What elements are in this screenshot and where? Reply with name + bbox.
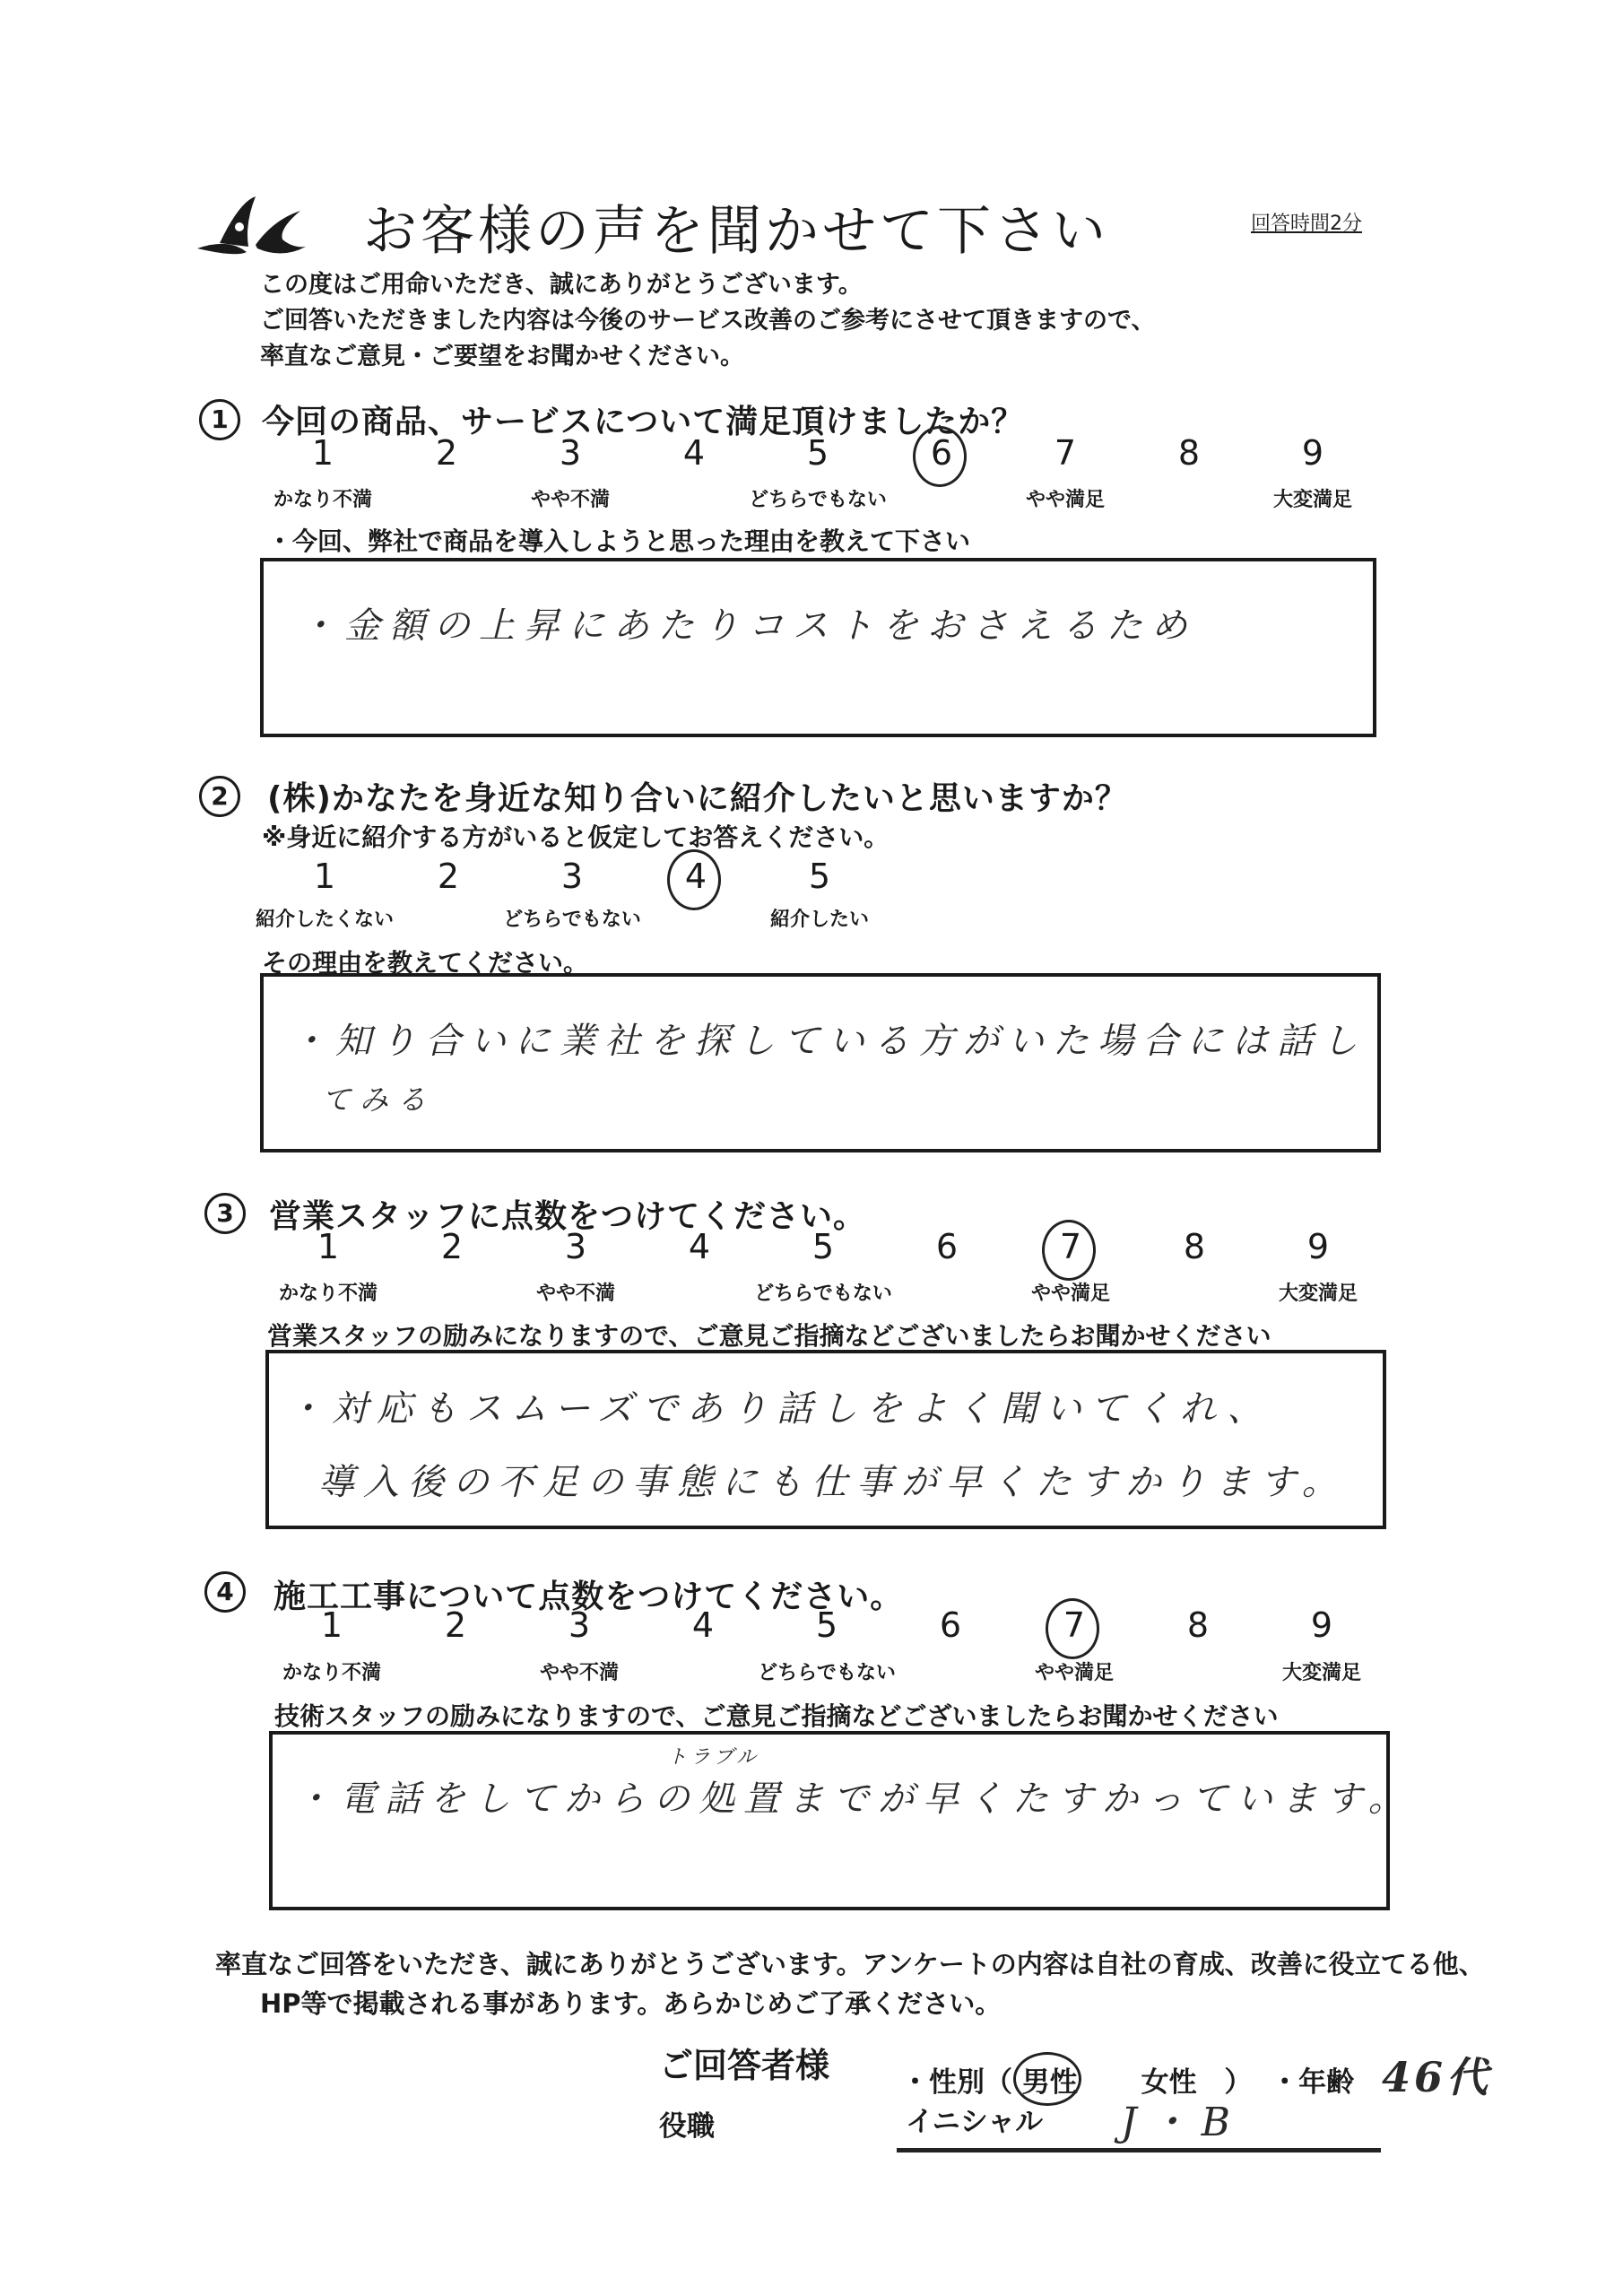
question-number: 1 xyxy=(199,399,240,440)
scale-option[interactable]: 5 xyxy=(808,857,831,896)
scale-label: 紹介したくない xyxy=(255,909,395,931)
question-1-text: 今回の商品、サービスについて満足頂けましたか？ xyxy=(262,404,1025,440)
scale-option[interactable]: 5 xyxy=(815,1605,838,1645)
scale-option[interactable]: 6 xyxy=(935,1227,959,1266)
scale-option-selected[interactable]: 6 xyxy=(915,433,968,473)
scale-label: やや満足 xyxy=(1034,1662,1115,1684)
footer-line: 率直なご回答をいただき、誠にありがとうございます。アンケートの内容は自社の育成、改善に役立てる他、 xyxy=(215,1949,1485,1979)
scale-option[interactable]: 5 xyxy=(806,433,829,473)
scale-label: やや不満 xyxy=(539,1662,620,1684)
scale-label: 大変満足 xyxy=(1278,1283,1358,1305)
scale-option[interactable]: 4 xyxy=(691,1605,715,1645)
age-label: ・年齢 xyxy=(1271,2066,1355,2099)
intro-line: ご回答いただきました内容は今後のサービス改善のご参考にさせて頂きますので、 xyxy=(260,307,1156,335)
scale-label: やや不満 xyxy=(530,489,611,511)
scale-option[interactable]: 9 xyxy=(1301,433,1324,473)
scale-option[interactable]: 2 xyxy=(435,433,458,473)
scale-label: 紹介したい xyxy=(769,909,870,931)
scale-label: かなり不満 xyxy=(278,1283,378,1305)
gender-option-male-selected[interactable]: 男性 xyxy=(1022,2059,1078,2100)
handwritten-answer: ・対応もスムーズであり話しをよく聞いてくれ、 xyxy=(287,1388,1272,1430)
scale-option-selected[interactable]: 7 xyxy=(1044,1227,1098,1266)
scale-option[interactable]: 1 xyxy=(317,1227,340,1266)
page-title: お客様の声を聞かせて下さい xyxy=(363,200,1109,263)
scale-label: やや満足 xyxy=(1030,1283,1111,1305)
intro-line: この度はご用命いただき、誠にありがとうございます。 xyxy=(260,271,863,299)
respondent-heading: ご回答者様 xyxy=(659,2046,830,2085)
intro-line: 率直なご意見・ご要望をお聞かせください。 xyxy=(260,343,744,370)
scale-option[interactable]: 4 xyxy=(688,1227,711,1266)
gender-close: ） xyxy=(1224,2066,1253,2099)
scale-option[interactable]: 7 xyxy=(1054,433,1077,473)
scale-option-selected[interactable]: 7 xyxy=(1047,1605,1101,1645)
age-value[interactable]: 46代 xyxy=(1381,2053,1491,2101)
scale-option[interactable]: 8 xyxy=(1177,433,1201,473)
handwritten-answer: 導入後の不足の事態にも仕事が早くたすかります。 xyxy=(318,1462,1347,1503)
initial-label: イニシャル xyxy=(906,2106,1044,2138)
question-4-text: 施工工事について点数をつけてください。 xyxy=(273,1578,904,1615)
scale-option[interactable]: 9 xyxy=(1306,1227,1330,1266)
selection-circle xyxy=(913,426,967,487)
scale-option-selected[interactable]: 4 xyxy=(669,857,723,896)
handwritten-answer: ・電話をしてからの処置までが早くたすかっています。 xyxy=(295,1779,1413,1820)
question-note: ※身近に紹介する方がいると仮定してお答えください。 xyxy=(262,822,890,852)
handwritten-answer: ・知り合いに業社を探している方がいた場合には話し xyxy=(291,1021,1367,1062)
question-2-text: (株)かなたを身近な知り合いに紹介したいと思いますか？ xyxy=(267,780,1128,817)
question-number: 2 xyxy=(199,776,240,817)
scale-label: 大変満足 xyxy=(1272,489,1353,511)
question-number: 4 xyxy=(204,1571,246,1613)
gender-label: ・性別（ xyxy=(901,2066,1012,2099)
company-logo xyxy=(193,193,309,265)
scale-option[interactable]: 3 xyxy=(560,857,584,896)
scale-option[interactable]: 3 xyxy=(564,1227,587,1266)
scale-label: どちらでもない xyxy=(749,489,887,511)
scale-option[interactable]: 1 xyxy=(320,1605,343,1645)
scale-option[interactable]: 3 xyxy=(568,1605,591,1645)
selection-circle xyxy=(1042,1220,1096,1281)
handwritten-answer: てみる xyxy=(322,1083,436,1117)
scale-option[interactable]: 1 xyxy=(313,857,336,896)
question-number: 3 xyxy=(204,1193,246,1234)
scale-option[interactable]: 5 xyxy=(812,1227,835,1266)
selection-circle xyxy=(1013,2052,1081,2106)
scale-option[interactable]: 1 xyxy=(311,433,334,473)
footer-note xyxy=(215,1944,1485,2023)
question-3-text: 営業スタッフに点数をつけてください。 xyxy=(269,1198,867,1235)
handwritten-answer: ・金額の上昇にあたりコストをおさえるため xyxy=(299,605,1196,647)
selection-circle xyxy=(1046,1598,1099,1659)
comment-prompt: 営業スタッフの励みになりますので、ご意見ご指摘などございましたらお聞かせください xyxy=(267,1321,1271,1351)
scale-option[interactable]: 2 xyxy=(444,1605,467,1645)
scale-option[interactable]: 9 xyxy=(1310,1605,1333,1645)
scale-label: やや不満 xyxy=(535,1283,616,1305)
scale-label: どちらでもない xyxy=(503,909,641,931)
gender-option-female[interactable]: 女性 xyxy=(1141,2066,1197,2099)
answer-time-note: 回答時間2分 xyxy=(1251,213,1362,235)
scale-label: どちらでもない xyxy=(758,1662,896,1684)
scale-label: やや満足 xyxy=(1025,489,1106,511)
handwritten-annotation: トラブル xyxy=(667,1746,760,1769)
scale-option[interactable]: 3 xyxy=(559,433,582,473)
scale-option[interactable]: 2 xyxy=(437,857,460,896)
scale-label: どちらでもない xyxy=(754,1283,892,1305)
scale-label: かなり不満 xyxy=(282,1662,382,1684)
answer-box[interactable] xyxy=(260,558,1376,737)
scale-label: 大変満足 xyxy=(1281,1662,1362,1684)
intro-text xyxy=(260,267,1155,375)
reason-prompt: ・今回、弊社で商品を導入しようと思った理由を教えて下さい xyxy=(267,526,971,556)
answer-box[interactable] xyxy=(265,1350,1386,1529)
scale-label: かなり不満 xyxy=(273,489,373,511)
comment-prompt: 技術スタッフの励みになりますので、ご意見ご指摘などございましたらお聞かせください xyxy=(274,1701,1279,1731)
scale-option[interactable]: 2 xyxy=(440,1227,464,1266)
scale-option[interactable]: 6 xyxy=(939,1605,962,1645)
answer-box[interactable] xyxy=(269,1731,1413,1910)
scale-option[interactable]: 8 xyxy=(1186,1605,1210,1645)
reason-prompt: その理由を教えてください。 xyxy=(262,948,589,978)
scale-option[interactable]: 8 xyxy=(1183,1227,1206,1266)
signature-line xyxy=(897,2148,1381,2152)
answer-box[interactable] xyxy=(260,973,1381,1152)
initial-value[interactable]: J・B xyxy=(1121,2100,1243,2145)
position-label: 役職 xyxy=(659,2110,715,2143)
scale-option[interactable]: 4 xyxy=(682,433,706,473)
footer-line: HP等で掲載される事があります。あらかじめご了承ください。 xyxy=(260,1988,1002,2019)
selection-circle xyxy=(667,849,721,910)
